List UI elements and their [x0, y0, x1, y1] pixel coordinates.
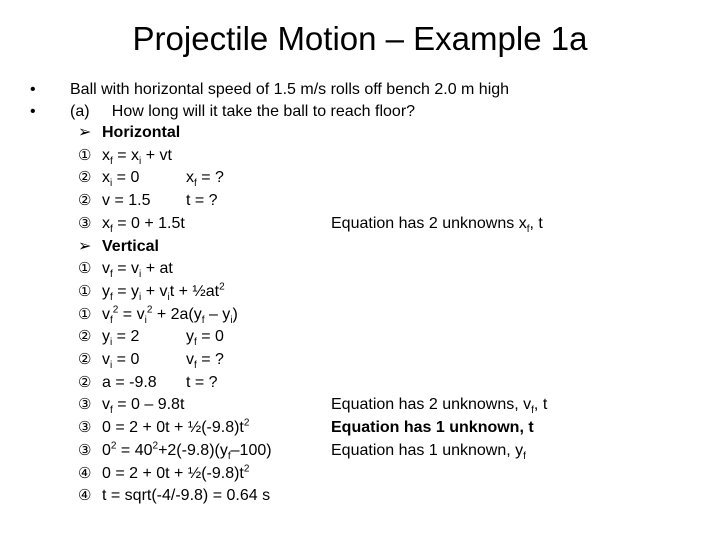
annotation-note: Equation has 1 unknown, $y_f$ [331, 441, 526, 462]
annotation-note: Equation has 2 unknowns, $v_f$, t [331, 396, 548, 417]
unknown-value: t = ? [186, 373, 218, 391]
equation-text: $x_f = 0 + 1.5t$ [102, 214, 185, 235]
bullet-text: Ball with horizontal speed of 1.5 m/s rolls off bench 2.0 m high [70, 81, 510, 98]
solution-row [0, 485, 720, 508]
unknown-value: $v_f$ = ? [186, 351, 224, 372]
page-title: Projectile Motion – Example 1a [132, 20, 588, 57]
step-4-icon: ④ [78, 464, 92, 482]
substitution-row [0, 440, 720, 463]
step-3-icon: ③ [78, 396, 92, 414]
substitution-row [0, 394, 720, 417]
annotation-note: Equation has 1 unknown, t [331, 419, 534, 437]
step-3-icon: ③ [78, 214, 92, 232]
bullet-icon: • [30, 81, 36, 98]
final-answer: t = sqrt(-4/-9.8) = 0.64 s [102, 487, 271, 505]
arrow-bullet-icon: ➢ [78, 237, 92, 255]
equation-row [0, 304, 720, 327]
equation-row [0, 258, 720, 281]
equation-text: $0^2 = 40^2+2(-9.8)(y_f-100)$ [102, 440, 272, 462]
step-2-icon: ② [78, 328, 92, 346]
equation-row [0, 145, 720, 168]
vertical-heading-row [0, 236, 720, 259]
step-1-icon: ① [78, 146, 92, 164]
equation-text: $0 = 2 + 0t + \frac{1}{2}(-9.8)t^2$ [102, 463, 250, 482]
known-value: $v_i = 0$ [102, 351, 140, 372]
step-1-icon: ① [78, 282, 92, 300]
known-values-row [0, 167, 720, 190]
bullet-item [0, 101, 720, 123]
annotation-note: Equation has 2 unknowns $x_f$, t [331, 214, 543, 235]
solution-row [0, 463, 720, 486]
substitution-row [0, 417, 720, 440]
section-heading: Horizontal [102, 124, 181, 141]
bullet-text: (a) How long will it take the ball to reach floor? [70, 103, 416, 120]
equation-text: $x_f = x_i$ + vt [102, 146, 172, 167]
step-2-icon: ② [78, 192, 92, 210]
step-3-icon: ③ [78, 441, 92, 459]
known-values-row [0, 372, 720, 395]
horizontal-heading-row [0, 122, 720, 145]
step-2-icon: ② [78, 169, 92, 187]
bullet-item [0, 79, 720, 101]
step-1-icon: ① [78, 260, 92, 278]
known-values-row [0, 190, 720, 213]
equation-row [0, 281, 720, 304]
known-values-row [0, 349, 720, 372]
arrow-bullet-icon: ➢ [78, 124, 92, 141]
bullet-icon: • [30, 103, 36, 120]
step-3-icon: ③ [78, 419, 92, 437]
equation-text: $v_f = v_i$ + at [102, 260, 173, 281]
step-2-icon: ② [78, 373, 92, 391]
equation-text: $v_f^2 = v_i^2 + 2a(y_f - y_i)$ [102, 304, 238, 326]
known-value: v = 1.5 [102, 192, 151, 210]
step-1-icon: ① [78, 305, 92, 323]
step-4-icon: ④ [78, 487, 92, 505]
equation-text: $y_f = y_i + v_it$ + $\frac{1}{2}at^2$ [102, 281, 225, 304]
known-value: $y_f = 0$ [186, 328, 224, 349]
known-value: a = -9.8 [102, 373, 157, 391]
unknown-value: t = ? [186, 192, 218, 210]
unknown-value: $x_f$ = ? [186, 169, 224, 190]
substitution-row [0, 213, 720, 236]
known-value: $x_i = 0$ [102, 169, 140, 190]
section-heading: Vertical [102, 237, 159, 255]
equation-text: $v_f = 0 - 9.8t$ [102, 396, 185, 417]
known-value: $y_i = 2$ [102, 328, 140, 349]
step-2-icon: ② [78, 351, 92, 368]
known-values-row [0, 326, 720, 349]
equation-text: $0 = 2 + 0t + \frac{1}{2}(-9.8)t^2$ [102, 417, 250, 437]
